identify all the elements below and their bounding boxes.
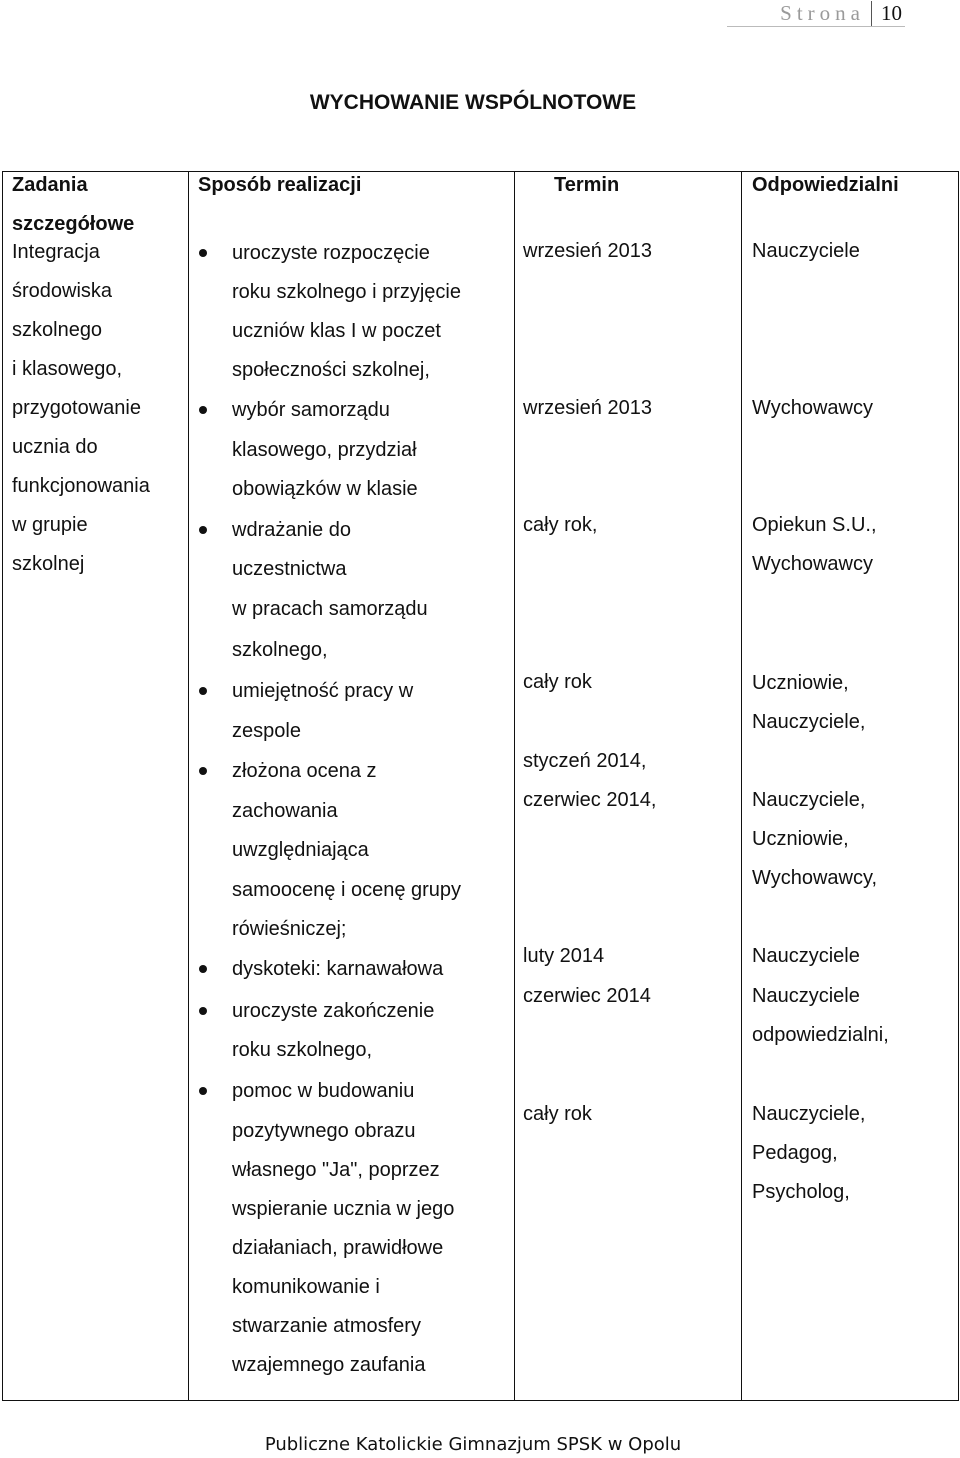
bullet-icon [199, 1087, 207, 1095]
list-item-line: uroczyste rozpoczęcie [232, 242, 430, 264]
responsible-line: Nauczyciele, [752, 789, 866, 811]
table-top-border [2, 171, 959, 172]
bullet-icon [199, 526, 207, 534]
list-item-line: w pracach samorządu [232, 598, 428, 620]
tasks-line: funkcjonowania [12, 475, 150, 497]
tasks-line: w grupie [12, 514, 88, 536]
page-number: 10 [871, 1, 902, 26]
responsible-line: odpowiedzialni, [752, 1024, 889, 1046]
header-tasks-line-1: Zadania [12, 174, 88, 196]
term-line: cały rok [523, 1103, 592, 1125]
list-item-line: roku szkolnego, [232, 1039, 373, 1061]
list-item-line: własnego "Ja", poprzez [232, 1159, 440, 1181]
header-term: Termin [554, 174, 620, 196]
list-item-line: samoocenę i ocenę grupy [232, 879, 462, 901]
responsible-line: Uczniowie, [752, 672, 849, 694]
bullet-icon [199, 406, 207, 414]
page-label: Strona [780, 1, 865, 25]
list-item-line: stwarzanie atmosfery [232, 1315, 421, 1337]
list-item-line: klasowego, przydział [232, 439, 417, 461]
bullet-icon [199, 1007, 207, 1015]
tasks-line: i klasowego, [12, 358, 123, 380]
table-border-left [2, 171, 3, 1401]
term-line: cały rok [523, 671, 592, 693]
document-title: WYCHOWANIE WSPÓLNOTOWE [309, 91, 637, 114]
term-line: wrzesień 2013 [523, 240, 652, 262]
term-line: cały rok, [523, 514, 598, 536]
list-item-line: zespole [232, 720, 301, 742]
responsible-line: Wychowawcy [752, 553, 873, 575]
responsible-line: Nauczyciele [752, 240, 860, 262]
header-responsible: Odpowiedzialni [752, 174, 899, 196]
term-line: luty 2014 [523, 945, 605, 967]
list-item-line: dyskoteki: karnawałowa [232, 958, 444, 980]
responsible-line: Nauczyciele [752, 985, 860, 1007]
table-bottom-border [2, 1400, 959, 1401]
list-item-line: roku szkolnego i przyjęcie [232, 281, 461, 303]
responsible-line: Nauczyciele, [752, 1103, 866, 1125]
responsible-line: Uczniowie, [752, 828, 849, 850]
bullet-icon [199, 249, 207, 257]
list-item-line: wdrażanie do [232, 519, 351, 541]
responsible-line: Wychowawcy, [752, 867, 878, 889]
term-line: styczeń 2014, [523, 750, 647, 772]
column-divider-1 [188, 171, 189, 1401]
page-footer: Publiczne Katolickie Gimnazjum SPSK w Opolu [264, 1434, 682, 1455]
list-item-line: uroczyste zakończenie [232, 1000, 435, 1022]
list-item-line: pozytywnego obrazu [232, 1120, 416, 1142]
responsible-line: Nauczyciele, [752, 711, 866, 733]
responsible-line: Pedagog, [752, 1142, 838, 1164]
term-line: czerwiec 2014, [523, 789, 657, 811]
list-item-line: rówieśniczej; [232, 918, 347, 940]
term-line: czerwiec 2014 [523, 985, 651, 1007]
tasks-line: ucznia do [12, 436, 98, 458]
list-item-line: działaniach, prawidłowe [232, 1237, 444, 1259]
list-item-line: społeczności szkolnej, [232, 359, 430, 381]
header-tasks-line-2: szczegółowe [12, 213, 135, 235]
column-divider-3 [741, 171, 742, 1401]
term-line: wrzesień 2013 [523, 397, 652, 419]
responsible-line: Opiekun S.U., [752, 514, 877, 536]
list-item-line: wspieranie ucznia w jego [232, 1198, 455, 1220]
responsible-line: Wychowawcy [752, 397, 873, 419]
header-method: Sposób realizacji [198, 174, 362, 196]
list-item-line: uczniów klas I w poczet [232, 320, 441, 342]
tasks-line: szkolnego [12, 319, 103, 341]
responsible-line: Nauczyciele [752, 945, 860, 967]
list-item-line: uwzględniająca [232, 839, 369, 861]
responsible-line: Psycholog, [752, 1181, 850, 1203]
tasks-line: Integracja [12, 241, 100, 263]
list-item-line: złożona ocena z [232, 760, 377, 782]
table-border-right [958, 171, 959, 1401]
tasks-line: przygotowanie [12, 397, 141, 419]
list-item-line: szkolnego, [232, 639, 328, 661]
list-item-line: obowiązków w klasie [232, 478, 418, 500]
bullet-icon [199, 965, 207, 973]
bullet-icon [199, 767, 207, 775]
list-item-line: zachowania [232, 800, 338, 822]
list-item-line: pomoc w budowaniu [232, 1080, 415, 1102]
column-divider-2 [514, 171, 515, 1401]
tasks-line: szkolnej [12, 553, 85, 575]
bullet-icon [199, 687, 207, 695]
list-item-line: umiejętność pracy w [232, 680, 414, 702]
list-item-line: uczestnictwa [232, 558, 347, 580]
tasks-line: środowiska [12, 280, 113, 302]
list-item-line: wzajemnego zaufania [232, 1354, 426, 1376]
list-item-line: komunikowanie i [232, 1276, 380, 1298]
list-item-line: wybór samorządu [232, 399, 390, 421]
